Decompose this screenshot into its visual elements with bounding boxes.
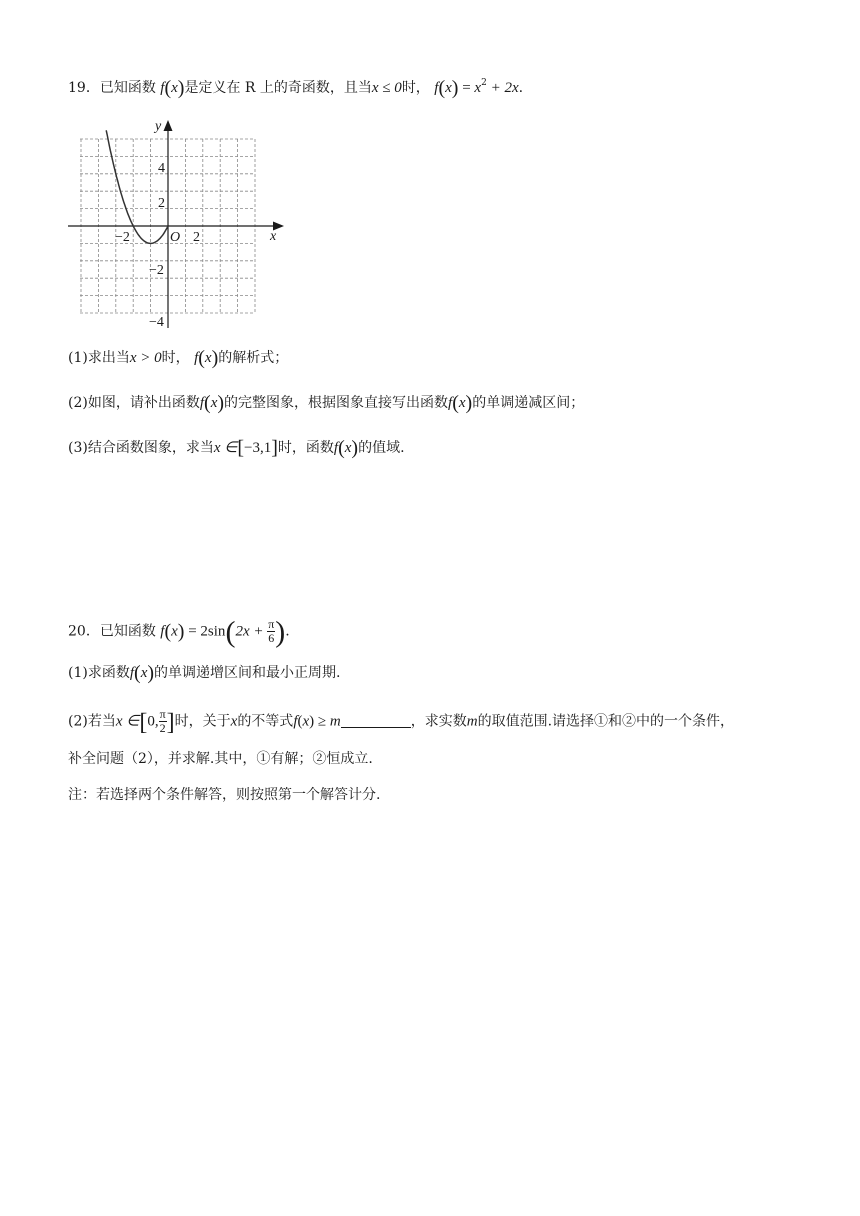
tick-y-neg4: −4 <box>149 315 164 330</box>
q20-part2-continued: 补全问题（2），并求解.其中，①有解；②恒成立. <box>68 751 373 767</box>
function-graph <box>62 114 292 334</box>
q20-statement: 20．已知函数 f(x) = 2sin(2x + $\frac{\pi}{6}$ ). <box>68 615 290 649</box>
tick-y-4: 4 <box>158 161 165 176</box>
y-axis-label: y <box>155 119 162 134</box>
tick-y-2: 2 <box>158 196 165 211</box>
q19-part1: (1)求出当x > 0时， f(x)的解析式； <box>68 347 289 369</box>
origin-label: O <box>170 230 181 245</box>
q19-part3: (3)结合函数图象，求当x ∈[−3,1]时，函数f(x)的值域. <box>68 437 405 459</box>
answer-blank[interactable] <box>341 713 411 728</box>
q20-note: 注：若选择两个条件解答，则按照第一个解答计分. <box>68 787 381 803</box>
tick-x-neg2: −2 <box>115 230 130 245</box>
pi-over-2-fraction: $\frac{\pi}{2}$ <box>159 707 166 735</box>
q19-statement: 19．已知函数 f(x)是定义在 R 上的奇函数，且当x ≤ 0时， $f(x) = x^2 + 2x$. <box>68 77 524 99</box>
y-axis-arrow <box>164 120 173 131</box>
q19-number: 19． <box>68 80 100 96</box>
q20-part2: (2)若当x ∈[0, $\frac{\pi}{2}$ ]时，关于x的不等式f(x) ≥ m ，求实数m的取值范围.请选择①和②中的一个条件， <box>68 707 735 736</box>
tick-x-2: 2 <box>193 230 200 245</box>
q20-part1: (1)求函数f(x)的单调递增区间和最小正周期. <box>68 662 341 684</box>
pi-over-6-fraction: $\frac{\pi}{6}$ <box>268 617 275 645</box>
tick-y-neg2: −2 <box>149 263 164 278</box>
x-axis-label: x <box>270 229 277 244</box>
q20-number: 20． <box>68 623 100 640</box>
q19-part2: (2)如图，请补出函数f(x)的完整图象，根据图象直接写出函数f(x)的单调递减区间； <box>68 392 585 414</box>
